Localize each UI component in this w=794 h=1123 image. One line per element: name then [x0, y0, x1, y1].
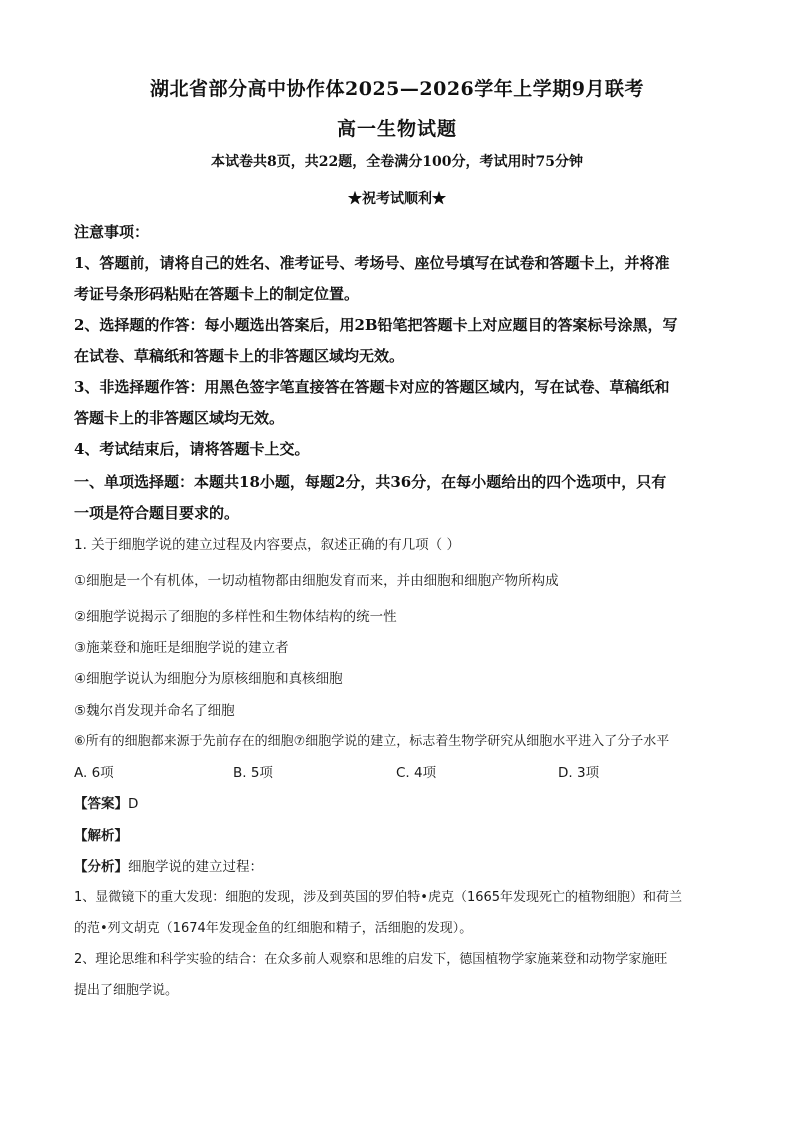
question-statement: ②细胞学说揭示了细胞的多样性和生物体结构的统一性: [74, 609, 397, 625]
exam-info: 本试卷共8页，共22题，全卷满分100分，考试用时75分钟: [211, 154, 583, 170]
analysis-tag: 【解析】: [74, 828, 128, 844]
notes-line: 4、考试结束后，请将答题卡上交。: [74, 440, 310, 458]
analysis-text: 1、显微镜下的重大发现：细胞的发现，涉及到英国的罗伯特•虎克（1665年发现死亡的植物细胞）和荷兰: [74, 890, 683, 905]
notes-line: 答题卡上的非答题区域均无效。: [74, 409, 285, 427]
question-statement: ⑥所有的细胞都来源于先前存在的细胞⑦细胞学说的建立，标志着生物学研究从细胞水平进入了分子水平: [74, 734, 670, 749]
question-statement: ⑤魏尔肖发现并命名了细胞: [74, 703, 235, 719]
exam-blessing: ★祝考试顺利★: [348, 191, 446, 207]
analysis-sub-line: [74, 858, 263, 876]
analysis-text: 2、理论思维和科学实验的结合：在众多前人观察和思维的启发下，德国植物学家施莱登和动物学家施旺: [74, 952, 668, 967]
option-b: B. 5项: [233, 765, 273, 781]
answer-line: [74, 795, 138, 813]
analysis-sub-tag: 【分析】: [74, 859, 128, 875]
analysis-text: 提出了细胞学说。: [74, 983, 179, 998]
notes-line: 2、选择题的作答：每小题选出答案后，用2B铅笔把答题卡上对应题目的答案标号涂黑，写: [74, 316, 678, 334]
option-d: D. 3项: [558, 765, 600, 781]
answer-value: D: [128, 796, 139, 812]
section-heading-line: 一项是符合题目要求的。: [74, 504, 240, 522]
notes-line: 1、答题前，请将自己的姓名、准考证号、考场号、座位号填写在试卷和答题卡上，并将准: [74, 254, 670, 272]
notes-line: 考证号条形码粘贴在答题卡上的制定位置。: [74, 285, 360, 303]
question-statement: ④细胞学说认为细胞分为原核细胞和真核细胞: [74, 671, 343, 687]
option-c: C. 4项: [396, 765, 437, 781]
notes-line: 3、非选择题作答：用黑色签字笔直接答在答题卡对应的答题区域内，写在试卷、草稿纸和: [74, 378, 670, 396]
notes-heading: 注意事项：: [74, 223, 150, 241]
exam-title: 湖北省部分高中协作体2025—2026学年上学期9月联考: [150, 78, 644, 100]
section-heading-line: 一、单项选择题：本题共18小题，每题2分，共36分，在每小题给出的四个选项中，只有: [74, 473, 667, 491]
exam-subtitle: 高一生物试题: [336, 118, 457, 140]
analysis-text: 的范•列文胡克（1674年发现金鱼的红细胞和精子，活细胞的发现）。: [74, 921, 473, 936]
option-a: A. 6项: [74, 765, 114, 781]
analysis-sub-text: 细胞学说的建立过程：: [128, 859, 263, 875]
question-statement: ①细胞是一个有机体，一切动植物都由细胞发育而来，并由细胞和细胞产物所构成: [74, 573, 559, 589]
question-stem: 1. 关于细胞学说的建立过程及内容要点，叙述正确的有几项（ ）: [74, 537, 460, 553]
question-statement: ③施莱登和施旺是细胞学说的建立者: [74, 640, 289, 656]
notes-line: 在试卷、草稿纸和答题卡上的非答题区域均无效。: [74, 347, 405, 365]
answer-tag: 【答案】: [74, 796, 128, 812]
analysis-line: [74, 827, 128, 845]
